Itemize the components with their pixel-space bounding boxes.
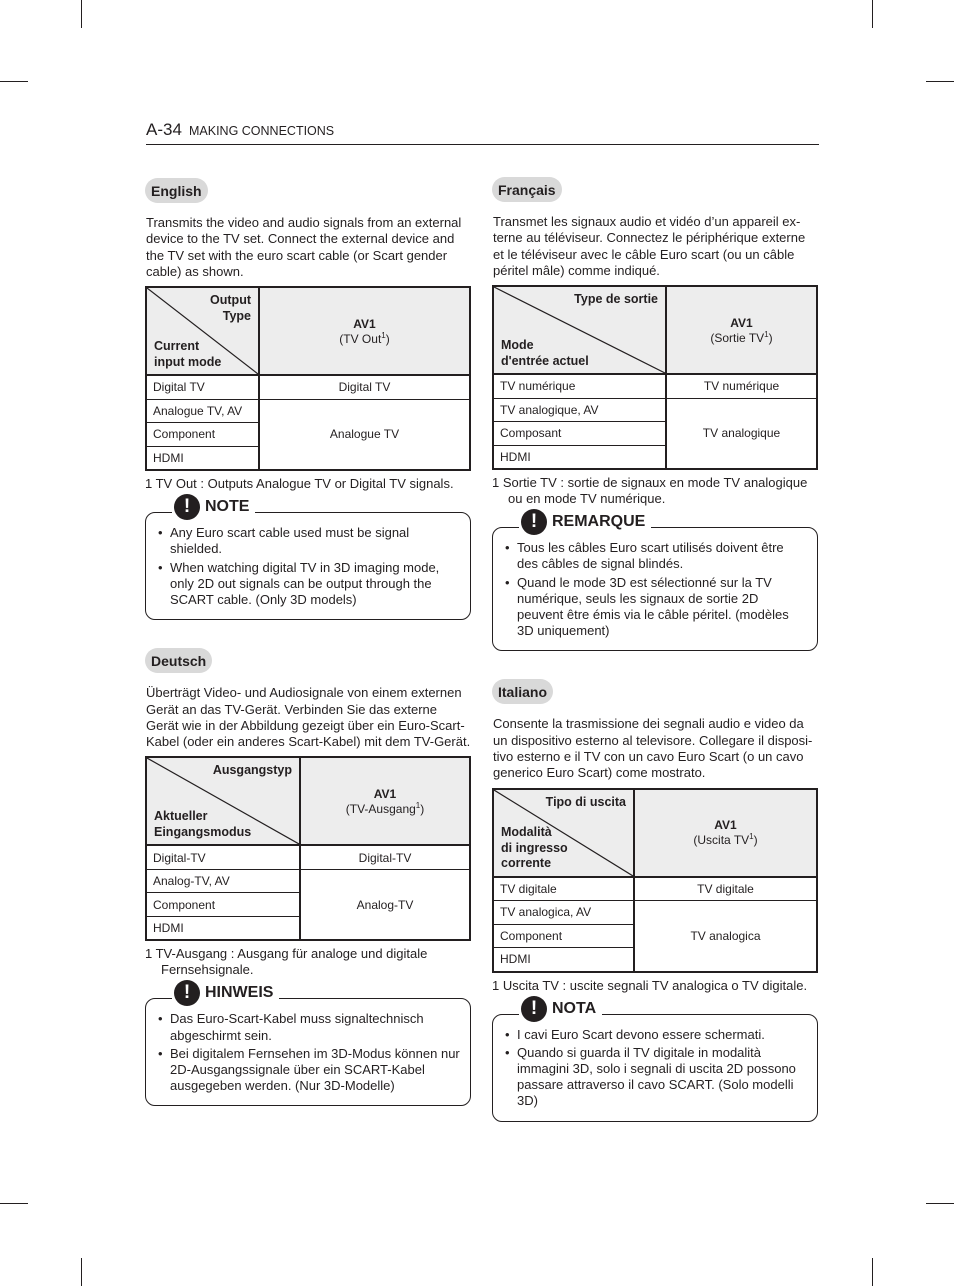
table-row-input: HDMI (493, 948, 634, 972)
crop-mark (81, 0, 82, 28)
exclamation-icon: ! (521, 509, 547, 535)
intro-paragraph: Transmet les signaux audio et vidéo d’un appareil ex-terne au téléviseur. Connectez le périphérique externe et le téléviseur avec le câble Euro scart (ou un câble péritel mâle) comme indiqué. (493, 214, 806, 278)
note-item: • I cavi Euro Scart devono essere schermati. (505, 1027, 807, 1043)
av1-subtitle: (TV-Ausgang$^1$) (345, 800, 425, 816)
page-header (146, 120, 819, 145)
av1-subtitle: (Uscita $TV^1$) (693, 832, 758, 848)
connection-table (492, 788, 818, 973)
av1-header (300, 757, 470, 845)
output-type-text: Tipo di uscita (545, 794, 626, 809)
note-title: NOTE (205, 498, 250, 516)
table-row-input: HDMI (493, 445, 666, 469)
crop-mark (872, 1258, 873, 1286)
connection-table (492, 285, 818, 470)
output-type-text: Output (210, 293, 251, 308)
note-item: • Bei digitalem Fernsehen im 3D-Modus können nur 2D-Ausgangssignale über ein SCART-Kabel ausgegeben werden. (Nur 3D-Modelle) (158, 1046, 460, 1095)
table-row-input: HDMI (146, 916, 300, 940)
table-row-input: Analogue TV, AV (146, 399, 259, 423)
input-mode-label (501, 338, 589, 369)
crop-mark (872, 0, 873, 28)
language-label: Deutsch (145, 648, 212, 673)
note-box (492, 997, 818, 1122)
input-mode-text: d'entrée actuel (501, 353, 589, 368)
note-header (172, 494, 255, 520)
note-title: REMARQUE (552, 513, 646, 531)
input-mode-text: input mode (154, 354, 222, 369)
av1-header (634, 789, 817, 877)
note-list (158, 1011, 460, 1094)
note-box (492, 511, 818, 651)
table-row-input: HDMI (146, 446, 259, 470)
note-title: HINWEIS (205, 984, 274, 1002)
footnote: 1 Sortie TV : sortie de signaux en mode TV analogique ou en mode TV numérique. (492, 475, 808, 507)
note-item: • Any Euro scart cable used must be signal shielded. (158, 525, 460, 557)
input-mode-text: Mode (501, 338, 534, 353)
output-type-label (574, 292, 658, 308)
table-header-diagonal (493, 286, 666, 374)
av1-subtitle: (TV Out$^1$) (339, 330, 390, 346)
table-row-input: TV analogica, AV (493, 901, 634, 925)
table-row-input: TV numérique (493, 374, 666, 398)
table-row-input: Composant (493, 422, 666, 446)
note-item: • Quand le mode 3D est sélectionné sur la TV numérique, seuls les signaux de sortie 2D peuvent être émis via le câble péritel. (modèles 3D uniquement) (505, 575, 807, 640)
table-row-input: Component (146, 423, 259, 447)
av1-title: AV1 (714, 818, 737, 833)
intro-paragraph: Consente la trasmissione dei segnali audio e video da un dispositivo esterno al televisore. Collegare il disposi-tivo esterno e il TV con un cavo Euro Scart (o un cavo generico Euro Scart) come mostrato. (493, 716, 813, 781)
table-cell-output: TV digitale (634, 877, 817, 901)
note-title: NOTA (552, 999, 597, 1017)
input-mode-text: Current (154, 339, 200, 354)
crop-mark (926, 81, 954, 82)
note-list (505, 540, 807, 639)
table-header-diagonal (146, 287, 259, 375)
input-mode-text: corrente (501, 856, 552, 871)
table-row-input: TV digitale (493, 877, 634, 901)
output-type-text: Type (222, 308, 251, 323)
av1-title: AV1 (353, 316, 376, 331)
note-box (145, 982, 471, 1106)
exclamation-icon: ! (174, 494, 200, 520)
table-cell-output: TV analogique (666, 398, 817, 469)
language-label: Français (492, 177, 562, 202)
table-row-input: Component (493, 924, 634, 948)
page-section-title: MAKING CONNECTIONS (189, 124, 335, 138)
section-italiano (492, 679, 818, 1121)
footnote: 1 TV Out : Outputs Analogue TV or Digital TV signals. (145, 476, 454, 492)
intro-paragraph: Überträgt Video- und Audiosignale von einem externen Gerät an das TV-Gerät. Verbinden Sie das externe Gerät wie in der Abbildung gezeigt über ein Euro-Scart-Kabel (oder ein anderes Scart-Kabel) mit dem TV-Gerät. (146, 685, 471, 750)
table-cell-output: TV numérique (666, 374, 817, 398)
crop-mark (926, 1203, 954, 1204)
av1-subtitle: (Sortie $TV^1$) (710, 329, 773, 345)
language-label: Italiano (492, 679, 553, 704)
input-mode-text: di ingresso (501, 840, 568, 855)
input-mode-text: Aktueller (154, 809, 208, 824)
section-deutsch (145, 648, 471, 1106)
table-row-input: Digital TV (146, 375, 259, 399)
output-type-label (546, 795, 626, 811)
language-label: English (145, 178, 208, 203)
input-mode-label (154, 339, 221, 370)
note-list (505, 1027, 807, 1110)
note-header (519, 509, 651, 535)
table-header-diagonal (146, 757, 300, 845)
note-header (519, 996, 602, 1022)
input-mode-text: Eingangsmodus (154, 824, 252, 839)
av1-title: AV1 (730, 315, 753, 330)
note-item: • Tous les câbles Euro scart utilisés doivent être des câbles de signal blindés. (505, 540, 807, 572)
left-column (145, 178, 471, 1106)
av1-header (666, 286, 817, 374)
crop-mark (81, 1258, 82, 1286)
table-row-input: Analog-TV, AV (146, 869, 300, 893)
connection-table (145, 756, 471, 941)
footnote: 1 TV-Ausgang : Ausgang für analoge und digitale Fernsehsignale. (145, 946, 428, 978)
intro-paragraph: Transmits the video and audio signals from an external device to the TV set. Connect the external device and the TV set with the euro scart cable (or Scart gender cable) as shown. (146, 215, 462, 279)
note-item: • Quando si guarda il TV digitale in modalità immagini 3D, solo i segnali di uscita 2D possono passare attraverso il cavo SCART. (Solo modelli 3D) (505, 1045, 807, 1110)
section-english (145, 178, 471, 620)
page-number: A-34 (146, 120, 182, 139)
input-mode-label (154, 809, 251, 840)
table-cell-output: Analog-TV (300, 869, 470, 940)
table-cell-output: Digital-TV (300, 845, 470, 869)
note-header (172, 980, 279, 1006)
table-cell-output: TV analogica (634, 901, 817, 972)
note-item: • When watching digital TV in 3D imaging mode, only 2D out signals can be output through the SCART cable. (Only 3D models) (158, 560, 460, 609)
connection-table (145, 286, 471, 471)
crop-mark (0, 81, 28, 82)
table-row-input: TV analogique, AV (493, 398, 666, 422)
exclamation-icon: ! (174, 980, 200, 1006)
output-type-text: Type de sortie (574, 292, 658, 307)
table-row-input: Component (146, 893, 300, 917)
crop-mark (0, 1203, 28, 1204)
table-row-input: Digital-TV (146, 845, 300, 869)
av1-header (259, 287, 470, 375)
table-header-diagonal (493, 789, 634, 877)
exclamation-icon: ! (521, 996, 547, 1022)
note-item: • Das Euro-Scart-Kabel muss signaltechnisch abgeschirmt sein. (158, 1011, 460, 1043)
right-column (492, 177, 818, 1122)
note-list (158, 525, 460, 608)
footnote: 1 Uscita TV : uscite segnali TV analogica o TV digitale. (492, 977, 808, 993)
av1-title: AV1 (373, 786, 397, 801)
note-box (145, 496, 471, 620)
input-mode-text: Modalità (501, 825, 552, 840)
output-type-label (213, 763, 292, 779)
output-type-label (210, 293, 251, 324)
input-mode-label (501, 825, 568, 872)
table-cell-output: Digital TV (259, 375, 470, 399)
table-cell-output: Analogue TV (259, 399, 470, 470)
section-francais (492, 177, 818, 651)
output-type-text: Ausgangstyp (212, 763, 292, 778)
